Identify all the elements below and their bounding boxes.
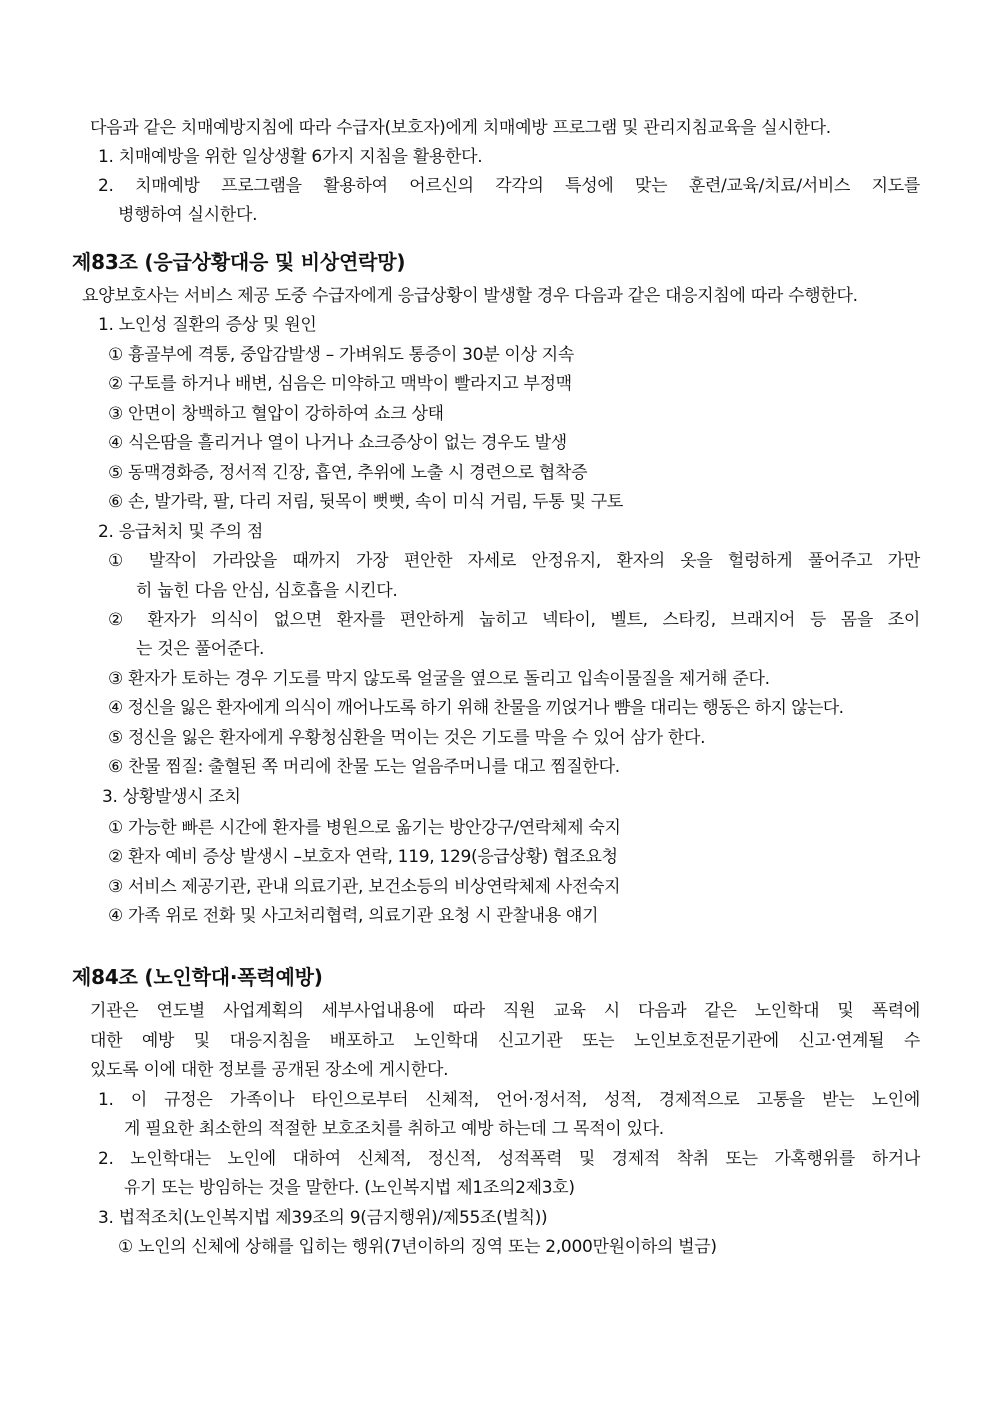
- article-83-item-2-3: ③ 환자가 토하는 경우 기도를 막지 않도록 얼굴을 옆으로 돌리고 입속이물질을 제거해 준다.: [108, 669, 770, 689]
- intro-item-2-line-2: 병행하여 실시한다.: [118, 205, 258, 225]
- article-84-item-3: 3. 법적조치(노인복지법 제39조의 9(금지행위)/제55조(벌칙)): [98, 1208, 548, 1228]
- article-83-item-1-1: ① 흉골부에 격통, 중압감발생 – 가벼워도 통증이 30분 이상 지속: [108, 345, 575, 365]
- intro-paragraph: 다음과 같은 치매예방지침에 따라 수급자(보호자)에게 치매예방 프로그램 및 관리지침교육을 실시한다.: [90, 118, 831, 138]
- intro-item-1: 1. 치매예방을 위한 일상생활 6가지 지침을 활용한다.: [98, 147, 483, 167]
- article-84-item-2-line-2: 유기 또는 방임하는 것을 말한다. (노인복지법 제1조의2제3호): [124, 1178, 575, 1198]
- article-83-item-1-5: ⑤ 동맥경화증, 정서적 긴장, 흡연, 추위에 노출 시 경련으로 협착증: [108, 463, 588, 483]
- article-84-item-1-line-2: 게 필요한 최소한의 적절한 보호조치를 취하고 예방 하는데 그 목적이 있다.: [124, 1119, 664, 1139]
- article-83-item-3: 3. 상황발생시 조치: [102, 787, 241, 807]
- article-84-paragraph-line-3: 있도록 이에 대한 정보를 공개된 장소에 게시한다.: [90, 1060, 449, 1080]
- article-83-heading: 제83조 (응급상황대응 및 비상연락망): [72, 250, 406, 274]
- article-83-item-2-6: ⑥ 찬물 찜질: 출혈된 쪽 머리에 찬물 도는 얼음주머니를 대고 찜질한다.: [108, 757, 620, 777]
- intro-item-2-line-1: 2. 치매예방 프로그램을 활용하여 어르신의 각각의 특성에 맞는 훈련/교육/치료/서비스 지도를: [98, 176, 920, 196]
- article-83-item-2-1-line-2: 히 눕힌 다음 안심, 심호흡을 시킨다.: [136, 581, 398, 601]
- article-84-paragraph-line-1: 기관은 연도별 사업계획의 세부사업내용에 따라 직원 교육 시 다음과 같은 노인학대 및 폭력에: [90, 1001, 920, 1021]
- article-84-paragraph-line-2: 대한 예방 및 대응지침을 배포하고 노인학대 신고기관 또는 노인보호전문기관에 신고·연계될 수: [90, 1031, 920, 1051]
- article-84-item-1-line-1: 1. 이 규정은 가족이나 타인으로부터 신체적, 언어·정서적, 성적, 경제적으로 고통을 받는 노인에: [98, 1090, 920, 1110]
- article-83-item-2-5: ⑤ 정신을 잃은 환자에게 우황청심환을 먹이는 것은 기도를 막을 수 있어 삼가 한다.: [108, 728, 706, 748]
- article-84-item-3-1: ① 노인의 신체에 상해를 입히는 행위(7년이하의 징역 또는 2,000만원이하의 벌금): [118, 1237, 717, 1257]
- article-83-item-2-2-line-1: ② 환자가 의식이 없으면 환자를 편안하게 눕히고 넥타이, 벨트, 스타킹, 브래지어 등 몸을 조이: [108, 610, 920, 630]
- article-83-item-2: 2. 응급처치 및 주의 점: [98, 522, 264, 542]
- article-83-item-2-2-line-2: 는 것은 풀어준다.: [136, 639, 265, 659]
- article-83-item-1-3: ③ 안면이 창백하고 혈압이 강하하여 쇼크 상태: [108, 404, 444, 424]
- article-83-item-3-4: ④ 가족 위로 전화 및 사고처리협력, 의료기관 요청 시 관찰내용 얘기: [108, 906, 599, 926]
- article-83-item-3-2: ② 환자 예비 증상 발생시 –보호자 연락, 119, 129(응급상황) 협조요청: [108, 847, 618, 867]
- article-84-heading: 제84조 (노인학대·폭력예방): [72, 965, 323, 989]
- article-83-item-2-1-line-1: ① 발작이 가라앉을 때까지 가장 편안한 자세로 안정유지, 환자의 옷을 헐렁하게 풀어주고 가만: [108, 551, 920, 571]
- article-83-item-1-6: ⑥ 손, 발가락, 팔, 다리 저림, 뒷목이 뻣뻣, 속이 미식 거림, 두통 및 구토: [108, 492, 623, 512]
- article-84-item-2-line-1: 2. 노인학대는 노인에 대하여 신체적, 정신적, 성적폭력 및 경제적 착취 또는 가혹행위를 하거나: [98, 1149, 920, 1169]
- article-83-item-1-2: ② 구토를 하거나 배변, 심음은 미약하고 맥박이 빨라지고 부정맥: [108, 374, 572, 394]
- article-83-paragraph: 요양보호사는 서비스 제공 도중 수급자에게 응급상황이 발생할 경우 다음과 같은 대응지침에 따라 수행한다.: [82, 286, 858, 306]
- article-83-item-1: 1. 노인성 질환의 증상 및 원인: [98, 315, 317, 335]
- article-83-item-3-3: ③ 서비스 제공기관, 관내 의료기관, 보건소등의 비상연락체제 사전숙지: [108, 877, 621, 897]
- article-83-item-1-4: ④ 식은땀을 흘리거나 열이 나거나 쇼크증상이 없는 경우도 발생: [108, 433, 567, 453]
- article-83-item-3-1: ① 가능한 빠른 시간에 환자를 병원으로 옮기는 방안강구/연락체제 숙지: [108, 818, 621, 838]
- article-83-item-2-4: ④ 정신을 잃은 환자에게 의식이 깨어나도록 하기 위해 찬물을 끼얹거나 뺨을 대리는 행동은 하지 않는다.: [108, 698, 844, 718]
